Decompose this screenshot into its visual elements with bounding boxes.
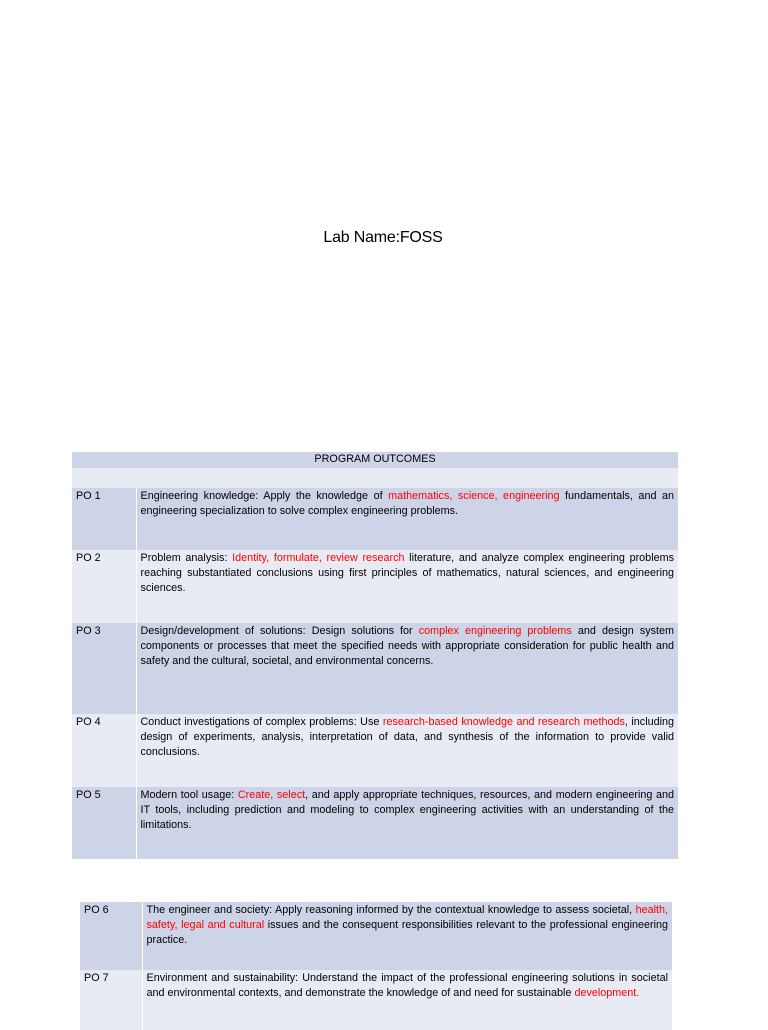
po-highlight: research-based knowledge and research methods <box>382 716 625 728</box>
po-code: PO 3 <box>72 623 136 714</box>
po-code: PO 1 <box>72 488 136 550</box>
po-description: Problem analysis: Identity, formulate, review research literature, and analyze complex engineering problems reaching substantiated conclusions using first principles of mathematics, natural sciences, and engineering sciences. <box>140 552 675 594</box>
po-code: PO 4 <box>72 714 136 787</box>
table-row <box>72 550 678 623</box>
table-row <box>72 787 678 859</box>
po-code: PO 5 <box>72 787 136 859</box>
po-description: Modern tool usage: Create, select, and apply appropriate techniques, resources, and modern engineering and IT tools, including prediction and modeling to complex engineering activities with an understanding of the limitations. <box>140 789 675 831</box>
po-highlight: mathematics, science, engineering <box>388 490 560 502</box>
table-row <box>72 488 678 550</box>
table-header: PROGRAM OUTCOMES <box>72 452 678 468</box>
table-row <box>72 714 678 787</box>
po-highlight: Identity, formulate, review research <box>232 552 405 564</box>
po-highlight: health, safety, legal and cultural <box>146 904 668 931</box>
po-code: PO 7 <box>80 970 142 1030</box>
po-highlight: Create, select <box>237 789 306 801</box>
po-description: The engineer and society: Apply reasoning informed by the contextual knowledge to assess societal, health, safety, legal and cultural issues and the consequent responsibilities relevant to the professional engineering practice. <box>146 904 668 946</box>
po-description: Engineering knowledge: Apply the knowledge of mathematics, science, engineering fundamentals, and an engineering specialization to solve complex engineering problems. <box>140 490 675 517</box>
po-code: PO 6 <box>80 902 142 970</box>
table-row <box>80 902 672 970</box>
po-code: PO 2 <box>72 550 136 623</box>
po-highlight: development. <box>574 986 640 999</box>
table-header-row <box>72 452 678 468</box>
po-description: Design/development of solutions: Design solutions for complex engineering problems and design system components or processes that meet the specified needs with appropriate consideration for public health and safety and the cultural, societal, and environmental concerns. <box>140 625 675 667</box>
table-row <box>80 970 672 1030</box>
spacer-row <box>72 468 678 488</box>
po-description: Conduct investigations of complex problems: Use research-based knowledge and research methods, including design of experiments, analysis, interpretation of data, and synthesis of the information to provide valid conclusions. <box>140 716 675 758</box>
program-outcomes-table-continued <box>80 902 672 1030</box>
po-highlight: complex engineering problems <box>418 625 572 637</box>
lab-name-title: Lab Name:FOSS <box>323 229 443 246</box>
po-description: Environment and sustainability: Understand the impact of the professional engineering solutions in societal and environmental contexts, and demonstrate the knowledge of and need for sustainable development. <box>146 972 668 999</box>
table-row <box>72 623 678 714</box>
program-outcomes-table <box>72 452 678 859</box>
